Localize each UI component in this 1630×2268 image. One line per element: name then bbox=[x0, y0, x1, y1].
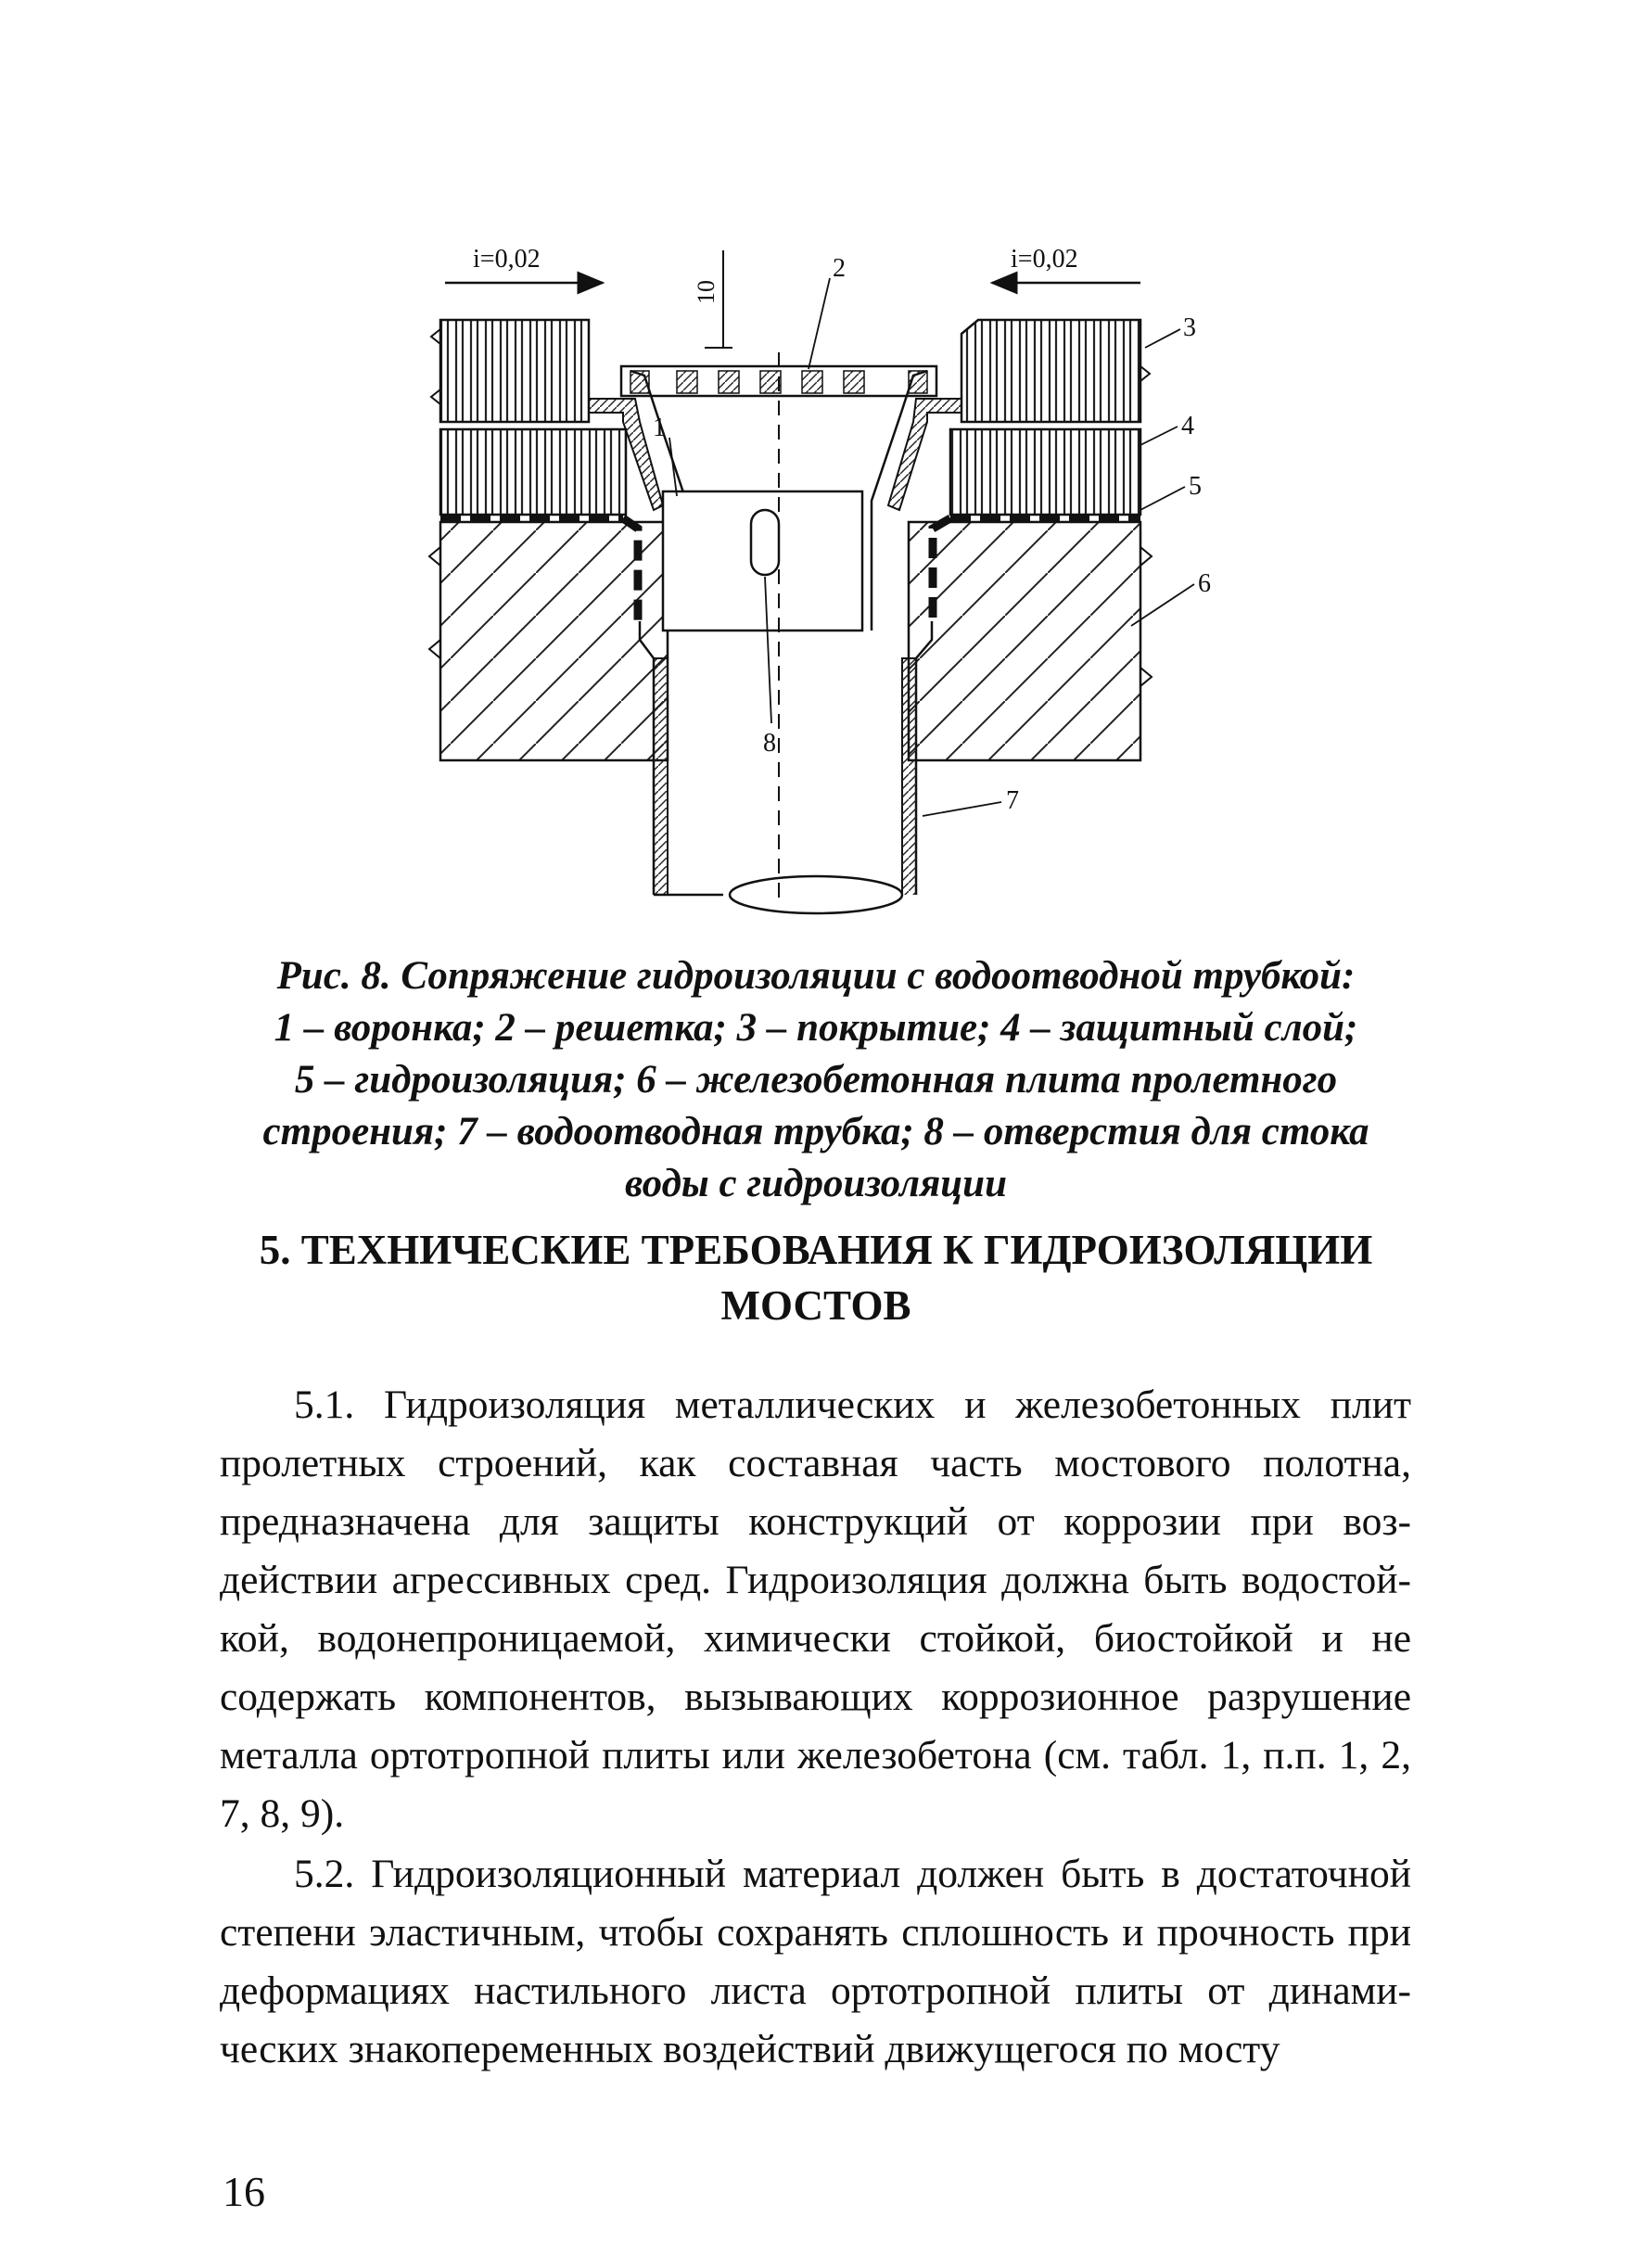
figure-caption bbox=[213, 950, 1419, 1210]
drainage-pipe bbox=[640, 621, 932, 913]
slope-label-left: i=0,02 bbox=[473, 245, 541, 274]
cross-section-drawing bbox=[408, 232, 1242, 918]
caption-line: воды с гидроизоляции bbox=[625, 1162, 1007, 1205]
body-text bbox=[220, 1376, 1411, 2081]
heading-line: МОСТОВ bbox=[720, 1282, 911, 1329]
paragraph-5-2: 5.2. Гидроизоляционный материал должен быть в достаточной степени эластичным, чтобы сохранять сплошность и прочность при деформациях настильного листа ортотропной плиты от динамических знакопеременных воздействий движущегося по мосту bbox=[220, 1852, 1411, 2071]
caption-line: Рис. 8. Сопряжение гидроизоляции с водоотводной трубкой: bbox=[276, 954, 1356, 998]
pavement-layer bbox=[431, 320, 1150, 422]
drain-hole bbox=[751, 510, 779, 575]
caption-line: 5 – гидроизоляция; 6 – железобетонная плита пролетного bbox=[294, 1058, 1338, 1102]
heading-line: 5. ТЕХНИЧЕСКИЕ ТРЕБОВАНИЯ К ГИДРОИЗОЛЯЦИИ bbox=[259, 1227, 1373, 1273]
callout-8: 8 bbox=[763, 729, 776, 758]
callout-2: 2 bbox=[833, 254, 846, 283]
caption-line: 1 – воронка; 2 – решетка; 3 – покрытие; 4 – защитный слой; bbox=[274, 1006, 1358, 1050]
callout-7: 7 bbox=[1006, 786, 1019, 815]
page-number: 16 bbox=[223, 2168, 265, 2215]
callout-4: 4 bbox=[1181, 412, 1194, 440]
callout-3: 3 bbox=[1183, 313, 1196, 342]
slope-label-right: i=0,02 bbox=[1011, 245, 1078, 274]
callout-5: 5 bbox=[1189, 472, 1202, 501]
sleeve-insert bbox=[663, 491, 862, 631]
paragraph-5-1: 5.1. Гидроизоляция металлических и железобетонных плит пролетных строений, как составная часть мостового полотна, предназначена для защиты конструкций от коррозии при воздействии агрессивных сред. Гидроизоляция должна быть водостойкой, водонепроницаемой, химически стойкой, биостойкой и не содержать компонентов, вызывающих коррозионное разрушение металла ортотропной плиты или железобетона (см. табл. 1, п.п. 1, 2, 7, 8, 9). bbox=[220, 1382, 1411, 1836]
caption-line: строения; 7 – водоотводная трубка; 8 – отверстия для стока bbox=[262, 1110, 1369, 1153]
callout-6: 6 bbox=[1198, 569, 1211, 598]
figure-drainage-pipe-waterproofing bbox=[408, 232, 1242, 918]
dimension-label: 10 bbox=[693, 280, 719, 304]
callout-1: 1 bbox=[653, 414, 666, 442]
section-heading bbox=[213, 1222, 1419, 1333]
